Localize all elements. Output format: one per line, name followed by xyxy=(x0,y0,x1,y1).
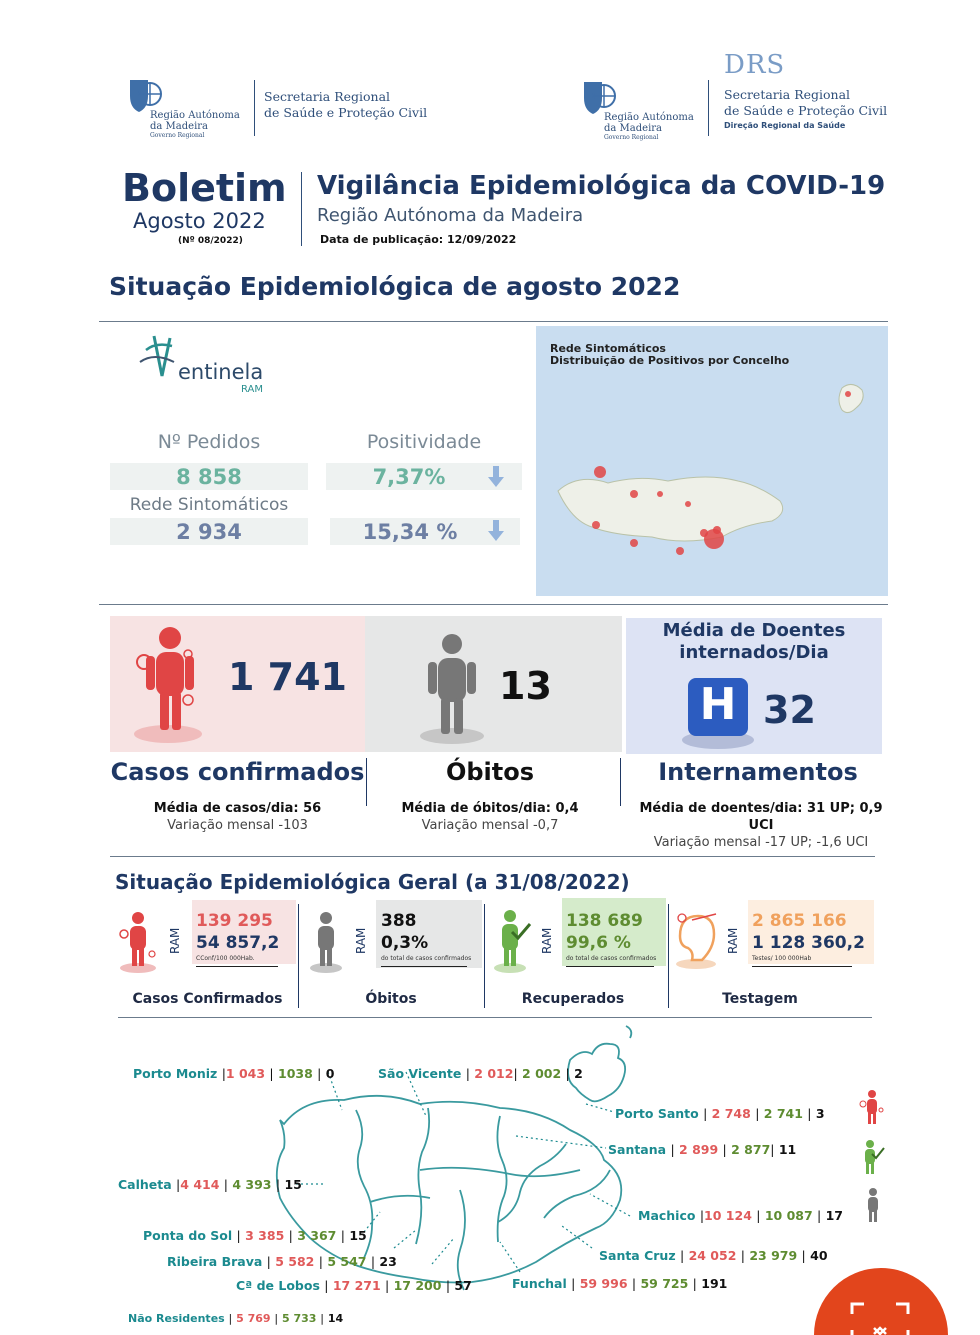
drs-logo: DRS xyxy=(724,50,786,80)
infected-person-icon xyxy=(130,622,208,744)
positividade-value: 7,37% xyxy=(326,463,522,490)
concelho-santa-cruz: Santa Cruz | 24 052 | 23 979 | 40 xyxy=(599,1248,828,1263)
concelho-nao-residentes: Não Residentes | 5 769 | 5 733 | 14 xyxy=(128,1312,344,1325)
logo2-region: Região Autónoma xyxy=(604,112,694,123)
confirmed-rate: 54 857,2 xyxy=(196,933,280,953)
section-divider xyxy=(118,1017,872,1018)
concelho-machico: Machico |10 124 | 10 087 | 17 xyxy=(638,1208,844,1223)
section-divider xyxy=(110,856,875,857)
confirmed-total: 139 295 xyxy=(196,911,273,931)
tests-rate: 1 128 360,2 xyxy=(752,933,865,953)
section-title: Situação Epidemiológica de agosto 2022 xyxy=(109,272,681,301)
ram-label: RAM xyxy=(168,927,182,954)
logo2-sec2: de Saúde e Proteção Civil xyxy=(724,103,888,118)
legend-recovered-icon xyxy=(858,1138,886,1178)
positividade-label: Positividade xyxy=(366,431,482,453)
ram-label: RAM xyxy=(354,927,368,954)
region-subtitle: Região Autónoma da Madeira xyxy=(317,205,584,226)
tests-total: 2 865 166 xyxy=(752,911,847,931)
section-divider xyxy=(99,321,888,322)
legend-death-icon xyxy=(860,1186,888,1226)
logo1-sec2: de Saúde e Proteção Civil xyxy=(264,105,428,120)
region-shield-icon xyxy=(128,78,164,114)
boletim-month: Agosto 2022 xyxy=(133,209,266,233)
ram-label: RAM xyxy=(726,927,740,954)
logo2-sec3: Direção Regional da Saúde xyxy=(724,121,846,130)
sentinela-logo-sub: RAM xyxy=(241,384,264,395)
concelho-camara-de-lobos: Cª de Lobos | 17 271 | 17 200 | 57 xyxy=(236,1278,472,1293)
cases-var: Variação mensal -103 xyxy=(167,818,308,833)
hosp-title: Internamentos xyxy=(658,758,858,786)
cases-title: Casos confirmados xyxy=(110,758,365,786)
deaths-title: Óbitos xyxy=(445,758,535,786)
tests-note: Testes/ 100 000Hab xyxy=(752,955,812,962)
person-icon xyxy=(306,910,346,974)
deaths-note: do total de casos confirmados xyxy=(381,955,472,962)
logo2-gov: Governo Regional xyxy=(604,134,659,141)
publication-date: Data de publicação: 12/09/2022 xyxy=(320,233,517,246)
deaths-total: 388 xyxy=(381,911,417,931)
logo2-sec1: Secretaria Regional xyxy=(724,87,851,102)
rede-value: 2 934 xyxy=(110,518,308,545)
floating-action-button[interactable] xyxy=(814,1268,948,1335)
recovered-pct: 99,6 % xyxy=(566,933,631,953)
deaths-value: 13 xyxy=(499,664,552,708)
gen-divider xyxy=(298,904,299,1008)
concelho-porto-santo: Porto Santo | 2 748 | 2 741 | 3 xyxy=(615,1106,825,1121)
underline xyxy=(752,966,852,967)
section-divider xyxy=(99,604,888,605)
infected-person-icon xyxy=(116,910,160,974)
rede-positividade: 15,34 % xyxy=(330,518,520,545)
recovered-label: Recuperados xyxy=(521,991,625,1007)
hospital-h-letter: H xyxy=(699,679,737,730)
logo-divider xyxy=(708,80,709,136)
logo1-gov: Governo Regional xyxy=(150,132,205,139)
cases-value: 1 741 xyxy=(228,655,347,699)
confirmed-note: CConf/100 000Hab. xyxy=(196,955,255,962)
arrow-down-icon xyxy=(488,520,504,542)
deaths-pct: 0,3% xyxy=(381,933,429,953)
logo1-region2: da Madeira xyxy=(150,121,209,132)
concelho-ponta-do-sol: Ponta do Sol | 3 385 | 3 367 | 15 xyxy=(143,1228,367,1243)
hosp-header: Média de Doentes internados/Dia xyxy=(662,620,846,663)
hosp-avg: Média de doentes/dia: 31 UP; 0,9 UCI xyxy=(639,801,883,833)
logo1-region: Região Autónoma xyxy=(150,110,240,121)
deaths-var: Variação mensal -0,7 xyxy=(421,818,559,833)
pedidos-label: Nº Pedidos xyxy=(157,431,261,453)
pedidos-value: 8 858 xyxy=(110,463,308,490)
scan-icon xyxy=(850,1302,910,1335)
concelho-santana: Santana | 2 899 | 2 877| 11 xyxy=(608,1142,797,1157)
positives-map xyxy=(536,326,888,596)
concelho-sao-vicente: São Vicente | 2 012| 2 002 | 2 xyxy=(378,1066,583,1081)
card-divider xyxy=(620,758,621,806)
hosp-var: Variação mensal -17 UP; -1,6 UCI xyxy=(653,835,869,850)
hosp-value: 32 xyxy=(763,688,816,732)
gen-divider xyxy=(668,904,669,1008)
logo-divider xyxy=(254,80,255,136)
confirmed-label: Casos Confirmados xyxy=(132,991,283,1007)
region-shield-icon xyxy=(582,80,618,116)
deaths-label: Óbitos xyxy=(365,991,417,1007)
deaths-card xyxy=(365,616,622,752)
test-swab-icon xyxy=(672,908,724,970)
recovered-note: do total de casos confirmados xyxy=(566,955,657,962)
concelho-porto-moniz: Porto Moniz |1 043 | 1038 | 0 xyxy=(133,1066,335,1081)
legend-infected-icon xyxy=(858,1088,886,1128)
underline xyxy=(196,966,278,967)
rede-label: Rede Sintomáticos xyxy=(129,495,289,515)
boletim-title: Boletim xyxy=(122,166,287,210)
general-title: Situação Epidemiológica Geral (a 31/08/2022) xyxy=(115,870,630,894)
main-title: Vigilância Epidemiológica da COVID-19 xyxy=(317,171,886,201)
sentinela-logo-text: entinela xyxy=(178,360,264,384)
arrow-down-icon xyxy=(488,466,504,488)
logo1-sec1: Secretaria Regional xyxy=(264,89,391,104)
recovered-person-icon xyxy=(490,908,534,974)
logo2-region2: da Madeira xyxy=(604,123,663,134)
concelho-ribeira-brava: Ribeira Brava | 5 582 | 5 547 | 23 xyxy=(167,1254,397,1269)
deaths-avg: Média de óbitos/dia: 0,4 xyxy=(401,801,579,816)
sentinela-logo-icon xyxy=(136,332,180,382)
underline xyxy=(566,966,654,967)
ram-label: RAM xyxy=(540,927,554,954)
underline xyxy=(381,966,467,967)
boletim-number: (Nº 08/2022) xyxy=(178,236,243,246)
title-divider xyxy=(301,172,302,246)
map-title1: Rede Sintomáticos xyxy=(550,342,666,355)
cases-avg: Média de casos/dia: 56 xyxy=(153,801,322,816)
concelho-funchal: Funchal | 59 996 | 59 725 | 191 xyxy=(512,1276,728,1291)
concelho-calheta: Calheta |4 414 | 4 393 | 15 xyxy=(118,1177,302,1192)
recovered-total: 138 689 xyxy=(566,911,643,931)
map-title2: Distribuição de Positivos por Concelho xyxy=(550,354,790,367)
person-icon xyxy=(412,630,490,748)
gen-divider xyxy=(484,904,485,1008)
tests-label: Testagem xyxy=(722,991,798,1007)
